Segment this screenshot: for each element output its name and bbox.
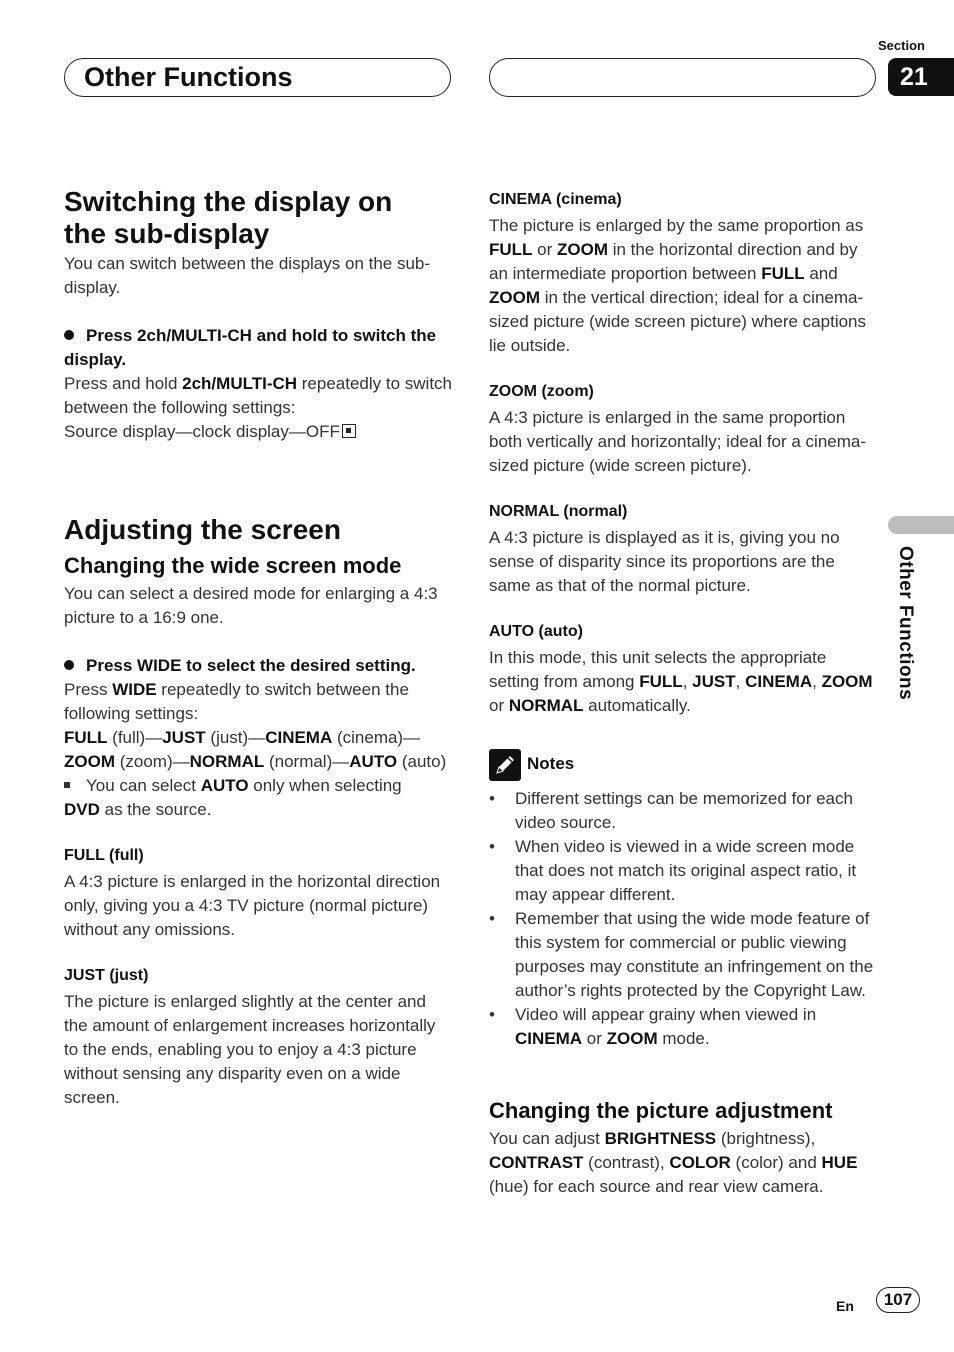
just-heading: JUST (just)	[64, 967, 149, 984]
wide-bullet: Press WIDE to select the desired setting.	[64, 654, 419, 678]
just-body: The picture is enlarged slightly at the center and the amount of enlargement increases horizontally to the ends, enabling you to enjoy a 4:3 picture without sensing any disparity even on a wide screen.	[64, 992, 436, 1107]
heading-wide-screen-mode: Changing the wide screen mode	[64, 553, 402, 578]
zoom-body: A 4:3 picture is enlarged in the same proportion both vertically and horizontally; ideal for a cinema-sized picture (wide screen picture).	[489, 408, 867, 475]
end-mark-icon	[342, 424, 356, 438]
picture-body: You can adjust BRIGHTNESS (brightness), CONTRAST (contrast), COLOR (color) and HUE (hue) for each source and rear view camera.	[489, 1128, 858, 1196]
right-column	[489, 188, 877, 1199]
notes-list	[489, 787, 877, 1051]
normal-heading: NORMAL (normal)	[489, 503, 628, 520]
full-heading: FULL (full)	[64, 847, 144, 864]
left-column	[64, 186, 454, 1110]
switch-intro: You can switch between the displays on the sub-display.	[64, 254, 431, 297]
page-number: 107	[876, 1287, 920, 1313]
auto-heading: AUTO (auto)	[489, 623, 583, 640]
pencil-icon	[489, 749, 521, 781]
note-item: • Remember that using the wide mode feature of this system for commercial or public viewing purposes may constitute an infringement on the author’s rights protected by the Copyright Law.	[489, 907, 877, 1003]
side-tab-marker	[888, 516, 954, 534]
wide-note: You can select AUTO only when selecting DVD as the source.	[64, 776, 402, 819]
wide-sequence: FULL (full)—JUST (just)—CINEMA (cinema)—ZOOM (zoom)—NORMAL (normal)—AUTO (auto)	[64, 728, 447, 771]
cinema-heading: CINEMA (cinema)	[489, 191, 622, 208]
section-number: 21	[888, 58, 954, 96]
header-pill-right	[489, 58, 876, 97]
header-title: Other Functions	[84, 62, 293, 92]
switch-sequence: Source display—clock display—OFF	[64, 420, 454, 444]
heading-adjusting-screen: Adjusting the screen	[64, 514, 341, 545]
cinema-body: The picture is enlarged by the same proportion as FULL or ZOOM in the horizontal direction and by an intermediate proportion between FULL and ZOOM in the vertical direction; ideal for a cinema-sized picture (wide screen picture) where captions lie outside.	[489, 216, 867, 355]
side-tab-text: Other Functions	[895, 546, 916, 701]
footer-language: En	[836, 1298, 854, 1314]
zoom-heading: ZOOM (zoom)	[489, 383, 594, 400]
auto-body: In this mode, this unit selects the appropriate setting from among FULL, JUST, CINEMA, ZOOM or NORMAL automatically.	[489, 648, 873, 715]
note-item: • When video is viewed in a wide screen mode that does not match its original aspect ratio, it may appear different.	[489, 835, 877, 907]
heading-switching-display: Switching the display on the sub-display	[64, 186, 393, 249]
wide-body: Press WIDE repeatedly to switch between the following settings:	[64, 680, 409, 723]
section-label: Section	[878, 38, 925, 53]
normal-body: A 4:3 picture is displayed as it is, giving you no sense of disparity since its proportions are the same as that of the normal picture.	[489, 528, 840, 595]
notes-header	[489, 748, 877, 781]
bullet-dot-icon	[64, 330, 74, 340]
heading-picture-adjustment: Changing the picture adjustment	[489, 1097, 833, 1123]
note-item: • Different settings can be memorized for each video source.	[489, 787, 877, 835]
bullet-dot-icon	[64, 660, 74, 670]
square-bullet-icon	[64, 782, 70, 788]
switch-bullet: Press 2ch/MULTI-CH and hold to switch the display.	[64, 326, 437, 369]
full-body: A 4:3 picture is enlarged in the horizontal direction only, giving you a 4:3 TV picture (normal picture) without any omissions.	[64, 872, 441, 939]
wide-intro: You can select a desired mode for enlarging a 4:3 picture to a 16:9 one.	[64, 584, 438, 627]
notes-title: Notes	[527, 754, 575, 773]
note-item: • Video will appear grainy when viewed in CINEMA or ZOOM mode.	[489, 1003, 877, 1051]
switch-body: Press and hold 2ch/MULTI-CH repeatedly to switch between the following settings:	[64, 374, 453, 417]
